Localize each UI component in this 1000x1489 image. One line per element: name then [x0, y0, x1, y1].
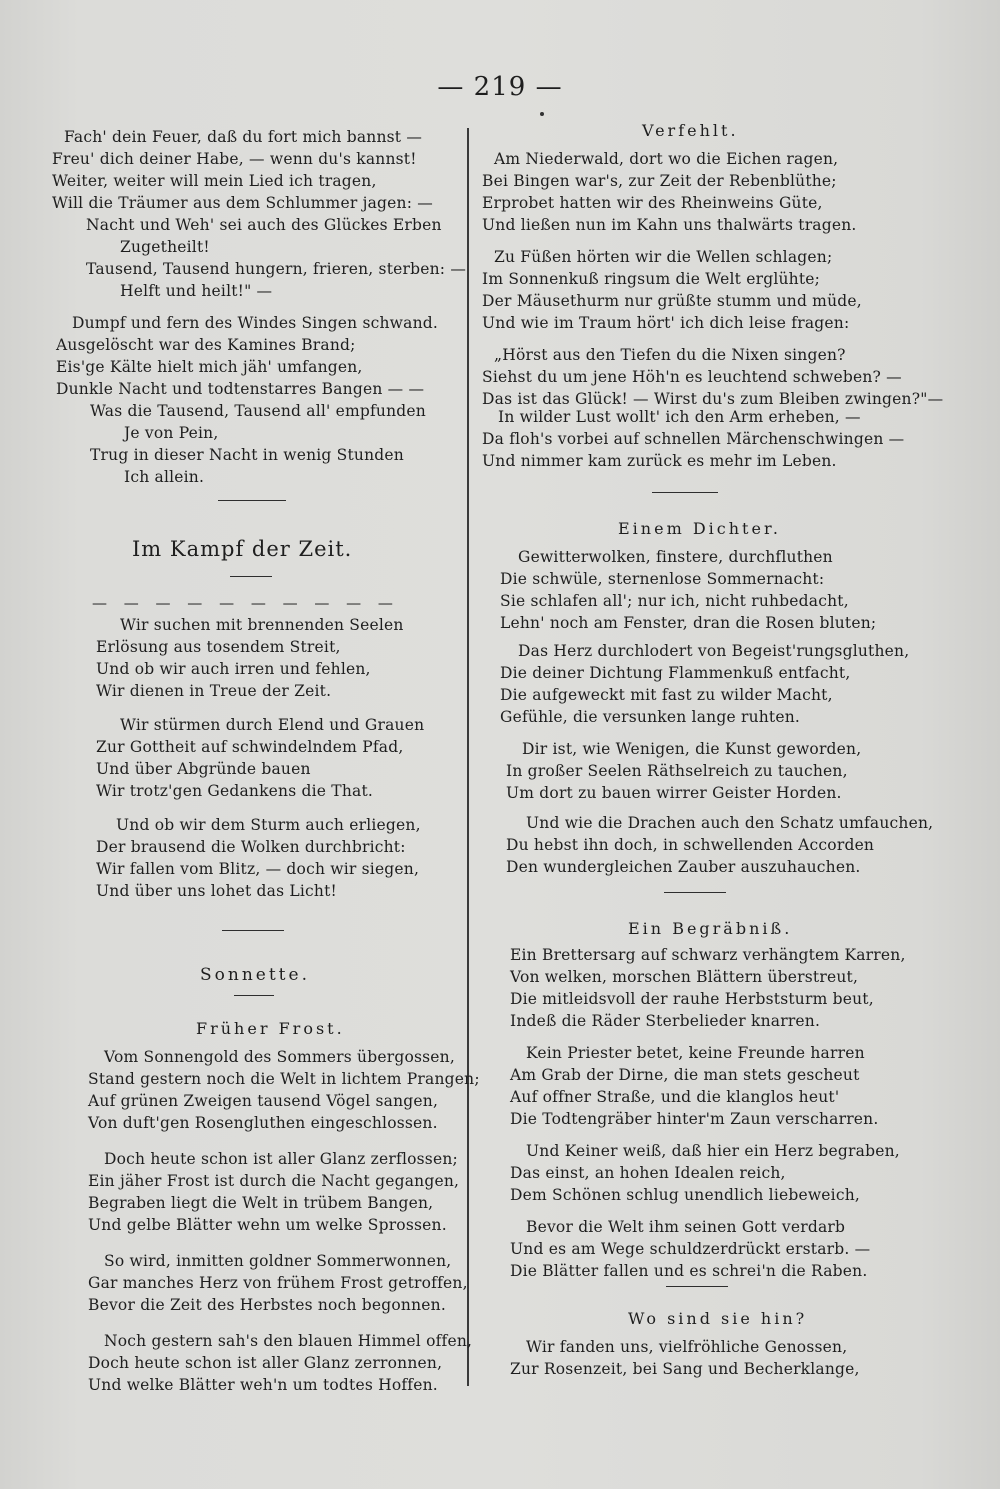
poem-line: Wir fanden uns, vielfröhliche Genossen,	[526, 1338, 848, 1356]
poem-line: Zugetheilt!	[120, 238, 210, 256]
poem-line: Helft und heilt!" —	[120, 282, 273, 300]
section-title: Sonnette.	[200, 965, 310, 985]
poem-line: Stand gestern noch die Welt in lichtem Prangen;	[88, 1070, 480, 1088]
poem-line: In großer Seelen Räthselreich zu tauchen,	[506, 762, 848, 780]
poem-line: Und Keiner weiß, daß hier ein Herz begraben,	[526, 1142, 900, 1160]
poem-line: Erprobet hatten wir des Rheinweins Güte,	[482, 194, 823, 212]
poem-line: Das Herz durchlodert von Begeist'rungsgluthen,	[518, 642, 910, 660]
poem-line: Die mitleidsvoll der rauhe Herbststurm beut,	[510, 990, 874, 1008]
poem-line: Fach' dein Feuer, daß du fort mich bannst —	[64, 128, 423, 146]
section-rule	[652, 492, 718, 493]
poem-line: Weiter, weiter will mein Lied ich tragen,	[52, 172, 377, 190]
poem-line: Nacht und Weh' sei auch des Glückes Erben	[86, 216, 442, 234]
poem-line: Bevor die Zeit des Herbstes noch begonnen.	[88, 1296, 446, 1314]
poem-line: Da floh's vorbei auf schnellen Märchenschwingen —	[482, 430, 905, 448]
poem-line: Von duft'gen Rosengluthen eingeschlossen.	[88, 1114, 438, 1132]
page-number: — 219 —	[437, 72, 563, 102]
poem-line: Am Grab der Dirne, die man stets gescheut	[510, 1066, 860, 1084]
poem-line: Den wundergleichen Zauber auszuhauchen.	[506, 858, 861, 876]
poem-line: Am Niederwald, dort wo die Eichen ragen,	[494, 150, 839, 168]
poem-line: Gefühle, die versunken lange ruhten.	[500, 708, 801, 726]
poem-line: Auf offner Straße, und die klanglos heut'	[510, 1088, 840, 1106]
poem-line: Ich allein.	[124, 468, 205, 486]
poem-line: Von welken, morschen Blättern überstreut,	[510, 968, 859, 986]
ink-speck	[540, 112, 544, 116]
section-rule	[218, 500, 286, 501]
poem-line: Begraben liegt die Welt in trübem Bangen,	[88, 1194, 434, 1212]
title-rule	[230, 576, 272, 577]
poem-line: Zu Füßen hörten wir die Wellen schlagen;	[494, 248, 833, 266]
poem-line: Dunkle Nacht und todtenstarres Bangen — —	[56, 380, 425, 398]
poem-line: Je von Pein,	[124, 424, 219, 442]
poem-line: Bevor die Welt ihm seinen Gott verdarb	[526, 1218, 846, 1236]
poem-line: Die aufgeweckt mit fast zu wilder Macht,	[500, 686, 833, 704]
poem-line: Und ließen nun im Kahn uns thalwärts tragen.	[482, 216, 857, 234]
poem-line: Und wie im Traum hört' ich dich leise fragen:	[482, 314, 850, 332]
poem-line: Und über Abgründe bauen	[96, 760, 311, 778]
poem-line: Ein jäher Frost ist durch die Nacht gegangen,	[88, 1172, 460, 1190]
poem-line: Und es am Wege schuldzerdrückt erstarb. —	[510, 1240, 871, 1258]
poem-line: Vom Sonnengold des Sommers übergossen,	[104, 1048, 455, 1066]
poem-line: Wir dienen in Treue der Zeit.	[96, 682, 332, 700]
poem-line: Erlösung aus tosendem Streit,	[96, 638, 341, 656]
poem-line: Die Todtengräber hinter'm Zaun verscharren.	[510, 1110, 879, 1128]
poem-line: Und gelbe Blätter wehn um welke Sprossen.	[88, 1216, 447, 1234]
poem-line: Und wie die Drachen auch den Schatz umfauchen,	[526, 814, 934, 832]
poem-line: Noch gestern sah's den blauen Himmel offen,	[104, 1332, 473, 1350]
poem-line: Die schwüle, sternenlose Sommernacht:	[500, 570, 825, 588]
poem-title: Verfehlt.	[642, 121, 739, 140]
poem-title: Früher Frost.	[196, 1019, 345, 1038]
poem-line: Das ist das Glück! — Wirst du's zum Bleiben zwingen?"—	[482, 390, 944, 408]
poem-line: Der Mäusethurm nur grüßte stumm und müde,	[482, 292, 862, 310]
poem-line: Doch heute schon ist aller Glanz zerflossen;	[104, 1150, 458, 1168]
poem-line: Doch heute schon ist aller Glanz zerronnen,	[88, 1354, 443, 1372]
section-rule	[222, 930, 284, 931]
poem-line: Will die Träumer aus dem Schlummer jagen: —	[52, 194, 433, 212]
poem-line: Die deiner Dichtung Flammenkuß entfacht,	[500, 664, 851, 682]
poem-line: Dem Schönen schlug unendlich liebeweich,	[510, 1186, 861, 1204]
poem-line: Im Sonnenkuß ringsum die Welt erglühte;	[482, 270, 821, 288]
poem-line: Und über uns lohet das Licht!	[96, 882, 337, 900]
poem-line: Ein Brettersarg auf schwarz verhängtem Karren,	[510, 946, 906, 964]
poem-line: Ausgelöscht war des Kamines Brand;	[56, 336, 356, 354]
poem-line: Tausend, Tausend hungern, frieren, sterben: —	[86, 260, 467, 278]
poem-line: Wir trotz'gen Gedankens die That.	[96, 782, 374, 800]
poem-line: So wird, inmitten goldner Sommerwonnen,	[104, 1252, 452, 1270]
poem-line: Trug in dieser Nacht in wenig Stunden	[90, 446, 404, 464]
poem-line: Und nimmer kam zurück es mehr im Leben.	[482, 452, 837, 470]
poem-line: Bei Bingen war's, zur Zeit der Rebenblüthe;	[482, 172, 837, 190]
poem-line: In wilder Lust wollt' ich den Arm erheben, —	[498, 408, 861, 426]
poem-line: Der brausend die Wolken durchbricht:	[96, 838, 406, 856]
column-divider	[467, 128, 469, 1386]
poem-line: Um dort zu bauen wirrer Geister Horden.	[506, 784, 842, 802]
poem-title: Ein Begräbniß.	[628, 919, 793, 938]
poem-line: Sie schlafen all'; nur ich, nicht ruhbedacht,	[500, 592, 849, 610]
title-rule	[234, 995, 274, 996]
poem-title: Im Kampf der Zeit.	[132, 537, 353, 561]
poem-line: Und welke Blätter weh'n um todtes Hoffen.	[88, 1376, 438, 1394]
poem-line: Dumpf und fern des Windes Singen schwand.	[72, 314, 439, 332]
section-rule	[664, 892, 726, 893]
dash-line: — — — — — — — — — —	[92, 594, 399, 612]
poem-line: Gewitterwolken, finstere, durchfluthen	[518, 548, 833, 566]
poem-line: Gar manches Herz von frühem Frost getroffen,	[88, 1274, 468, 1292]
poem-line: Indeß die Räder Sterbelieder knarren.	[510, 1012, 821, 1030]
poem-title: Wo sind sie hin?	[628, 1309, 808, 1328]
poem-line: Wir fallen vom Blitz, — doch wir siegen,	[96, 860, 420, 878]
poem-line: Die Blätter fallen und es schrei'n die Raben.	[510, 1262, 868, 1280]
poem-line: Freu' dich deiner Habe, — wenn du's kannst!	[52, 150, 417, 168]
poem-line: „Hörst aus den Tiefen du die Nixen singen?	[494, 346, 846, 364]
poem-line: Siehst du um jene Höh'n es leuchtend schweben? —	[482, 368, 902, 386]
poem-line: Eis'ge Kälte hielt mich jäh' umfangen,	[56, 358, 363, 376]
poem-line: Und ob wir dem Sturm auch erliegen,	[116, 816, 421, 834]
poem-line: Du hebst ihn doch, in schwellenden Accorden	[506, 836, 875, 854]
poem-line: Lehn' noch am Fenster, dran die Rosen bluten;	[500, 614, 877, 632]
poem-line: Wir stürmen durch Elend und Grauen	[120, 716, 425, 734]
poem-line: Kein Priester betet, keine Freunde harren	[526, 1044, 865, 1062]
poem-line: Auf grünen Zweigen tausend Vögel sangen,	[88, 1092, 439, 1110]
poem-title: Einem Dichter.	[618, 519, 781, 538]
poem-line: Das einst, an hohen Idealen reich,	[510, 1164, 786, 1182]
poem-line: Zur Gottheit auf schwindelndem Pfad,	[96, 738, 404, 756]
poem-line: Was die Tausend, Tausend all' empfunden	[90, 402, 426, 420]
poem-line: Zur Rosenzeit, bei Sang und Becherklange,	[510, 1360, 860, 1378]
section-rule	[666, 1286, 728, 1287]
poem-line: Wir suchen mit brennenden Seelen	[120, 616, 404, 634]
poem-line: Dir ist, wie Wenigen, die Kunst geworden,	[522, 740, 862, 758]
poem-line: Und ob wir auch irren und fehlen,	[96, 660, 371, 678]
